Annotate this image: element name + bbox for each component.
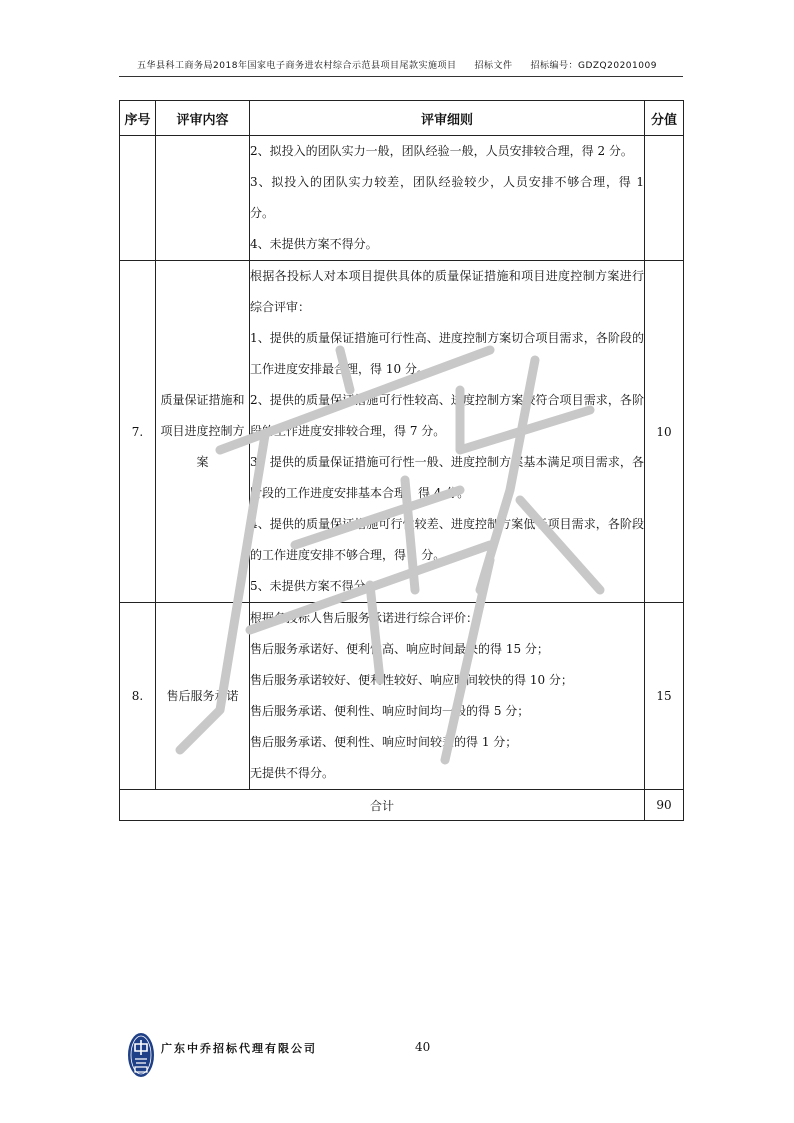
table-row-continued xyxy=(120,136,684,261)
total-value: 90 xyxy=(645,790,684,821)
detail-line: 售后服务承诺、便利性、响应时间均一般的得 5 分； xyxy=(250,704,530,718)
table-row-7 xyxy=(120,261,684,603)
detail-line: 根据各投标人售后服务承诺进行综合评价： xyxy=(250,611,479,625)
detail-line: 2、提供的质量保证措施可行性较高、进度控制方案较符合项目需求，各阶段的工作进度安排较合理，得 7 分。 xyxy=(250,393,644,438)
cell-num: 8. xyxy=(120,603,156,790)
header-score: 分值 xyxy=(645,101,684,136)
table-header-row xyxy=(120,101,684,136)
table-row-8 xyxy=(120,603,684,790)
cell-num xyxy=(120,136,156,261)
cell-num: 7. xyxy=(120,261,156,603)
detail-line: 售后服务承诺好、便利性高、响应时间最快的得 15 分； xyxy=(250,642,549,656)
cell-score xyxy=(645,136,684,261)
header-title: 五华县科工商务局2018年国家电子商务进农村综合示范县项目尾款实施项目 xyxy=(137,61,457,71)
detail-line: 4、提供的质量保证措施可行性较差、进度控制方案低于项目需求，各阶段的工作进度安排不够合理，得 1 分。 xyxy=(250,517,644,562)
cell-content xyxy=(156,136,250,261)
header-detail: 评审细则 xyxy=(250,101,645,136)
cell-content: 质量保证措施和项目进度控制方案 xyxy=(156,261,250,603)
detail-line: 无提供不得分。 xyxy=(250,766,335,780)
company-logo xyxy=(127,1031,155,1079)
detail-line: 3、拟投入的团队实力较差，团队经验较少，人员安排不够合理，得 1 分。 xyxy=(250,175,644,220)
detail-line: 4、未提供方案不得分。 xyxy=(250,237,378,251)
cell-detail xyxy=(250,261,645,603)
cell-detail xyxy=(250,136,645,261)
cell-score: 10 xyxy=(645,261,684,603)
detail-line: 1、提供的质量保证措施可行性高、进度控制方案切合项目需求，各阶段的工作进度安排最合理，得 10 分。 xyxy=(250,331,644,376)
detail-line: 5、未提供方案不得分。 xyxy=(250,579,378,593)
detail-line: 2、拟投入的团队实力一般，团队经验一般，人员安排较合理，得 2 分。 xyxy=(250,144,633,158)
page-header xyxy=(0,58,794,71)
detail-line: 售后服务承诺较好、便利性较好、响应时间较快的得 10 分； xyxy=(250,673,573,687)
table-row-total xyxy=(120,790,684,821)
header-seq: 序号 xyxy=(120,101,156,136)
total-label: 合计 xyxy=(120,790,645,821)
header-code: 招标编号：GDZQ20201009 xyxy=(530,61,657,71)
detail-line: 售后服务承诺、便利性、响应时间较差的得 1 分； xyxy=(250,735,518,749)
cell-detail xyxy=(250,603,645,790)
evaluation-table xyxy=(119,100,684,821)
detail-line: 3、提供的质量保证措施可行性一般、进度控制方案基本满足项目需求，各阶段的工作进度安排基本合理，得 4 分。 xyxy=(250,455,644,500)
cell-content: 售后服务承诺 xyxy=(156,603,250,790)
detail-line: 根据各投标人对本项目提供具体的质量保证措施和项目进度控制方案进行综合评审： xyxy=(250,269,644,314)
footer-company: 广东中乔招标代理有限公司 xyxy=(161,1042,317,1055)
page-number: 40 xyxy=(415,1040,431,1054)
header-doc-type: 招标文件 xyxy=(474,61,513,71)
header-divider xyxy=(119,76,683,77)
cell-score: 15 xyxy=(645,603,684,790)
header-content: 评审内容 xyxy=(156,101,250,136)
